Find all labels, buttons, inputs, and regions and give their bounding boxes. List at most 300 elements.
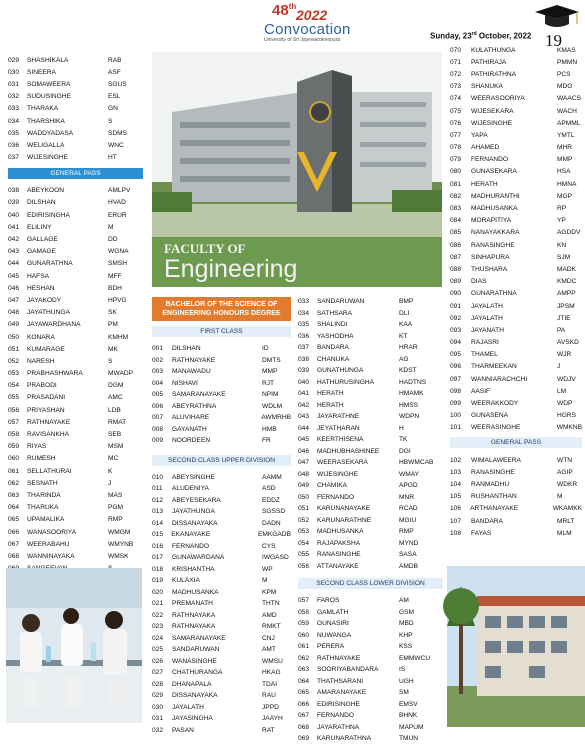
graduate-row — [152, 529, 291, 541]
graduate-surname: JAYARATHNE — [317, 413, 360, 421]
graduate-surname: WEERABAHU — [27, 540, 70, 548]
graduate-initials: AMT — [262, 646, 276, 654]
graduate-initials: HMSS — [399, 401, 419, 409]
university-name: University of Sri Jayewardenepura — [264, 37, 341, 43]
graduate-surname: HESHAN — [27, 284, 55, 292]
graduate-surname: KULATHUNGA — [471, 46, 516, 54]
graduate-initials: TK — [399, 436, 408, 444]
graduate-number: 088 — [450, 265, 462, 273]
graduate-number: 034 — [298, 309, 310, 317]
graduate-row — [8, 477, 143, 489]
graduate-initials: S — [108, 117, 113, 125]
graduate-initials: MYND — [399, 539, 419, 547]
graduate-initials: DD — [108, 236, 118, 244]
graduate-number: 065 — [8, 516, 20, 524]
graduate-number: 073 — [450, 83, 462, 91]
graduate-initials: AMD — [262, 611, 277, 619]
graduate-number: 066 — [8, 528, 20, 536]
graduate-surname: ALUVIHARE — [171, 414, 210, 422]
graduate-number: 056 — [298, 562, 310, 570]
graduate-row — [152, 667, 291, 679]
graduate-number: 038 — [8, 187, 20, 195]
graduate-row — [298, 733, 443, 745]
graduate-row — [450, 166, 582, 178]
graduate-row — [298, 446, 443, 458]
graduate-surname: RAJAPAKSHA — [317, 539, 361, 547]
graduate-number: 011 — [152, 485, 163, 493]
graduate-row — [298, 526, 443, 538]
graduate-number: 097 — [450, 375, 462, 383]
graduate-row — [298, 549, 443, 561]
graduate-initials: KPM — [262, 588, 277, 596]
graduate-row — [152, 366, 291, 378]
graduate-row — [8, 78, 143, 90]
graduate-surname: MADHUSANKA — [317, 528, 364, 536]
graduate-row — [450, 239, 582, 251]
convocation-year: 2022 — [296, 7, 328, 23]
graduate-surname: EKANAYAKE — [171, 531, 211, 539]
graduate-initials: WKAMKK — [552, 505, 582, 513]
graduate-surname: MADHURANTHI — [471, 192, 520, 200]
graduate-number: 003 — [152, 368, 164, 376]
graduate-number: 032 — [8, 93, 20, 101]
graduate-row — [298, 480, 443, 492]
graduate-surname: DILSHAN — [27, 199, 56, 207]
graduate-number: 076 — [450, 119, 462, 127]
graduate-number: 002 — [152, 356, 164, 364]
graduate-surname: RAJASRI — [471, 339, 499, 347]
graduate-number: 081 — [450, 180, 462, 188]
graduate-initials: HT — [108, 154, 117, 162]
graduate-surname: KULAXIA — [172, 577, 200, 585]
graduate-number: 045 — [298, 436, 310, 444]
campus-building-photo — [447, 566, 585, 727]
graduate-row — [450, 337, 582, 349]
graduate-row — [298, 687, 443, 699]
graduate-surname: THARUKA — [27, 504, 59, 512]
graduate-initials: NPIM — [262, 391, 279, 399]
engineering-building-photo — [152, 52, 442, 238]
graduate-row — [8, 282, 143, 294]
graduate-surname: SAMARANAYAKE — [172, 391, 226, 399]
graduate-initials: WMAY — [399, 470, 420, 478]
graduate-surname: FAROS — [317, 597, 340, 605]
graduate-surname: THAMEL — [471, 351, 498, 359]
graduate-initials: EMKGADB — [258, 531, 291, 539]
right-general-pass-heading: GENERAL PASS — [450, 437, 582, 448]
graduate-row — [450, 105, 582, 117]
graduate-number: 063 — [298, 666, 310, 674]
graduate-surname: WANNIARACHCHI — [471, 375, 528, 383]
graduate-number: 040 — [8, 211, 20, 219]
graduate-number: 101 — [450, 424, 462, 432]
graduate-surname: HERATH — [317, 401, 344, 409]
graduate-surname: THATHSARANI — [317, 677, 364, 685]
graduate-number: 021 — [152, 600, 164, 608]
graduate-row — [8, 319, 143, 331]
graduate-row — [8, 307, 143, 319]
graduate-row — [152, 389, 291, 401]
graduate-row — [298, 664, 443, 676]
graduate-initials: WP — [262, 565, 273, 573]
graduate-initials: AAMM — [262, 473, 282, 481]
graduate-number: 054 — [298, 539, 310, 547]
graduate-number: 050 — [298, 493, 310, 501]
graduate-row — [8, 127, 143, 139]
graduate-surname: WIJESINGHE — [27, 154, 69, 162]
graduate-number: 055 — [298, 551, 310, 559]
graduate-surname: WIJESINGHE — [317, 470, 359, 478]
graduate-initials: HSA — [557, 168, 571, 176]
graduate-surname: AHAMED — [471, 144, 500, 152]
graduate-surname: ALUDENIYA — [172, 485, 209, 493]
graduate-row — [450, 190, 582, 202]
graduate-surname: THUSHARA — [471, 265, 508, 273]
graduate-initials: M — [557, 493, 563, 501]
graduate-surname: JEYATHARAN — [317, 424, 360, 432]
graduate-number: 052 — [298, 516, 310, 524]
graduate-number: 028 — [152, 680, 164, 688]
graduate-initials: AM — [399, 597, 409, 605]
graduate-surname: YAPA — [471, 131, 488, 139]
graduate-surname: THARAKA — [27, 105, 59, 113]
graduate-surname: THARSHIKA — [27, 117, 65, 125]
graduate-number: 051 — [8, 345, 20, 353]
graduate-number: 082 — [450, 192, 462, 200]
graduate-number: 107 — [450, 517, 462, 525]
graduate-row — [298, 434, 443, 446]
graduate-number: 004 — [152, 379, 164, 387]
graduate-initials: TMUN — [399, 735, 419, 743]
graduate-initials: WDJV — [557, 375, 576, 383]
graduate-initials: SK — [108, 309, 117, 317]
graduate-number: 029 — [152, 692, 164, 700]
graduate-initials: KDST — [399, 367, 417, 375]
graduate-surname: DISSANAYAKA — [172, 519, 218, 527]
graduate-initials: WDP — [557, 400, 573, 408]
graduate-surname: ATTANAYAKE — [317, 562, 359, 570]
graduate-row — [298, 710, 443, 722]
graduate-number: 019 — [152, 577, 164, 585]
graduate-number: 064 — [8, 504, 20, 512]
graduate-row — [152, 564, 291, 576]
graduate-row — [8, 343, 143, 355]
graduate-number: 053 — [8, 370, 20, 378]
graduate-row — [450, 466, 582, 478]
graduate-initials: PM — [108, 321, 118, 329]
graduate-surname: RATHNAYAKE — [317, 654, 361, 662]
graduate-surname: FERNANDO — [317, 493, 354, 501]
graduate-row — [298, 423, 443, 435]
graduate-surname: THARINDA — [27, 491, 61, 499]
graduate-row — [298, 699, 443, 711]
graduate-surname: SINEERA — [27, 68, 56, 76]
graduate-number: 100 — [450, 412, 462, 420]
graduate-row — [298, 342, 443, 354]
graduate-surname: HATHURUSINGHA — [317, 378, 375, 386]
graduate-surname: KARUNANAYAKE — [317, 505, 371, 513]
graduate-row — [8, 152, 143, 164]
graduate-surname: JAYAWARDHANA — [27, 321, 81, 329]
graduate-row — [298, 331, 443, 343]
graduate-surname: RAVISANKHA — [27, 431, 70, 439]
graduate-surname: WEERASOORIYA — [471, 95, 525, 103]
graduate-row — [8, 441, 143, 453]
graduate-initials: J — [557, 363, 561, 371]
graduate-initials: WDKR — [557, 480, 578, 488]
graduate-row — [8, 453, 143, 465]
graduate-initials: AGDDV — [557, 229, 581, 237]
graduate-number: 090 — [450, 290, 462, 298]
graduate-number: 043 — [8, 248, 20, 256]
graduate-initials: SEB — [108, 431, 122, 439]
graduate-initials: HGRS — [557, 412, 577, 420]
graduate-number: 104 — [450, 480, 462, 488]
graduate-surname: MADHUSANKA — [172, 588, 219, 596]
graduate-surname: JAYARATHNA — [317, 723, 360, 731]
graduate-initials: AVSKD — [557, 339, 579, 347]
graduate-number: 052 — [8, 357, 20, 365]
graduate-row — [8, 54, 143, 66]
graduate-number: 039 — [298, 367, 310, 375]
graduate-initials: BMP — [399, 298, 414, 306]
graduate-number: 053 — [298, 528, 310, 536]
graduate-number: 042 — [8, 236, 20, 244]
graduate-surname: GUNARATHNA — [27, 260, 73, 268]
graduate-number: 066 — [298, 700, 310, 708]
graduate-surname: SAMARANAYAKE — [172, 634, 226, 642]
graduate-initials: RAT — [262, 726, 275, 734]
graduate-row — [298, 676, 443, 688]
graduate-surname: JAYANATH — [471, 326, 504, 334]
graduate-number: 058 — [298, 608, 310, 616]
graduate-row — [450, 478, 582, 490]
graduate-initials: HKAG — [262, 669, 281, 677]
graduate-initials: IWGASD — [262, 554, 289, 562]
right-name-column — [450, 44, 582, 539]
graduate-row — [152, 495, 291, 507]
graduate-initials: S — [108, 357, 113, 365]
graduate-surname: JAYATHUNGA — [27, 309, 70, 317]
graduate-number: 047 — [8, 296, 20, 304]
graduate-row — [450, 142, 582, 154]
graduate-row — [450, 202, 582, 214]
graduate-surname: SHANUKA — [471, 83, 503, 91]
graduate-number: 032 — [152, 726, 164, 734]
graduate-initials: RMKT — [262, 623, 281, 631]
graduate-row — [450, 117, 582, 129]
graduate-row — [450, 349, 582, 361]
graduate-surname: WANASINGHE — [172, 657, 217, 665]
graduate-row — [8, 428, 143, 440]
graduate-initials: WMYNB — [108, 540, 134, 548]
graduate-number: 037 — [8, 154, 20, 162]
graduate-number: 013 — [152, 508, 164, 516]
graduate-initials: ASF — [108, 68, 121, 76]
graduate-row — [8, 355, 143, 367]
graduate-surname: NARESH — [27, 357, 55, 365]
graduate-surname: SHASHIKALA — [27, 56, 69, 64]
graduate-initials: PCS — [557, 70, 571, 78]
graduate-initials: MMP — [557, 156, 573, 164]
graduate-surname: HERATH — [471, 180, 498, 188]
graduate-surname: CHANUKA — [317, 355, 350, 363]
graduate-number: 035 — [8, 129, 20, 137]
graduate-initials: AMPP — [557, 290, 576, 298]
graduate-surname: AMARANAYAKE — [317, 689, 367, 697]
graduate-initials: KMHM — [108, 333, 129, 341]
graduate-row — [8, 331, 143, 343]
graduate-number: 075 — [450, 107, 462, 115]
graduate-number: 061 — [298, 643, 310, 651]
graduate-number: 006 — [152, 402, 164, 410]
graduate-number: 030 — [8, 68, 20, 76]
graduate-surname: YASHODHA — [317, 332, 354, 340]
graduate-number: 091 — [450, 302, 462, 310]
graduate-surname: NANAYAKKARA — [471, 229, 520, 237]
graduate-initials: MSM — [108, 443, 124, 451]
graduate-initials: ESL — [108, 93, 121, 101]
graduate-row — [152, 587, 291, 599]
graduate-row — [8, 404, 143, 416]
graduate-row — [8, 270, 143, 282]
graduate-initials: WAACS — [557, 95, 581, 103]
graduate-number: 044 — [298, 424, 310, 432]
graduate-initials: WDPN — [399, 413, 420, 421]
graduate-surname: SOMAWEERA — [27, 80, 71, 88]
graduate-row — [298, 492, 443, 504]
graduate-initials: JPPD — [262, 703, 279, 711]
faculty-of-label: FACULTY OF — [164, 241, 246, 256]
graduate-initials: HVAD — [108, 199, 126, 207]
graduate-number: 012 — [152, 496, 164, 504]
graduate-surname: THARMEEKAN — [471, 363, 517, 371]
graduate-initials: IS — [399, 666, 406, 674]
graduate-surname: ABEYSINGHE — [172, 473, 215, 481]
graduate-surname: WEERASINGHE — [470, 424, 521, 432]
graduate-row — [8, 368, 143, 380]
graduate-surname: WADDYADASA — [27, 129, 74, 137]
graduate-number: 007 — [152, 414, 164, 422]
graduate-row — [8, 197, 143, 209]
graduate-number: 042 — [298, 401, 310, 409]
graduate-number: 023 — [152, 623, 164, 631]
graduate-initials: CNJ — [262, 634, 275, 642]
graduate-row — [450, 154, 582, 166]
graduate-initials: DADN — [262, 519, 281, 527]
graduate-row — [152, 483, 291, 495]
graduate-surname: GUNASIRI — [317, 620, 349, 628]
graduate-surname: KARUNARATHNE — [317, 516, 372, 524]
graduate-number: 062 — [298, 654, 310, 662]
graduate-initials: WACH — [557, 107, 577, 115]
graduate-surname: RUMESH — [27, 455, 56, 463]
graduate-surname: AASIF — [471, 387, 491, 395]
graduate-number: 015 — [152, 531, 164, 539]
graduate-surname: PREMANATH — [172, 600, 213, 608]
graduate-number: 048 — [8, 309, 20, 317]
graduate-initials: JTIE — [557, 314, 571, 322]
graduate-surname: PATHIRATHNA — [471, 70, 517, 78]
graduate-number: 086 — [450, 241, 462, 249]
left-name-column — [8, 54, 143, 575]
graduate-row — [8, 489, 143, 501]
graduate-number: 060 — [298, 631, 310, 639]
graduate-surname: GUNASENA — [471, 412, 509, 420]
graduate-row — [450, 129, 582, 141]
graduate-number: 044 — [8, 260, 20, 268]
graduate-number: 092 — [450, 314, 462, 322]
graduate-initials: HMNA — [557, 180, 577, 188]
graduate-row — [8, 233, 143, 245]
graduate-row — [8, 91, 143, 103]
graduate-surname: RANMADHU — [471, 480, 510, 488]
graduate-surname: DILSHAN — [172, 345, 201, 353]
graduate-number: 096 — [450, 363, 462, 371]
graduate-surname: KRISHANTHA — [172, 565, 215, 573]
graduate-number: 080 — [450, 168, 462, 176]
graduate-number: 038 — [298, 355, 310, 363]
graduate-surname: RATHNAYAKE — [27, 418, 71, 426]
graduate-surname: GALLAGE — [27, 236, 58, 244]
graduate-surname: FERNANDO — [471, 156, 508, 164]
graduate-initials: MAS — [108, 491, 123, 499]
graduate-surname: PATHIRAJA — [471, 58, 507, 66]
graduate-number: 059 — [8, 443, 20, 451]
graduate-initials: EMSV — [399, 700, 418, 708]
graduate-number: 083 — [450, 205, 462, 213]
graduate-row — [450, 397, 582, 409]
graduate-row — [8, 514, 143, 526]
graduate-initials: AGIP — [557, 468, 573, 476]
graduate-initials: SDMS — [108, 129, 128, 137]
graduate-number: 016 — [152, 542, 164, 550]
graduate-surname: EDIRISINGHE — [317, 700, 360, 708]
graduate-row — [298, 296, 443, 308]
graduate-initials: LM — [557, 387, 567, 395]
graduate-initials: ASD — [262, 485, 276, 493]
graduate-row — [298, 319, 443, 331]
graduate-surname: ABEYESEKARA — [172, 496, 221, 504]
graduate-row — [450, 324, 582, 336]
graduate-surname: HERATH — [317, 390, 344, 398]
graduate-row — [450, 503, 582, 515]
graduate-number: 010 — [152, 473, 164, 481]
graduate-surname: SATHSARA — [317, 309, 353, 317]
graduate-initials: SGSSD — [262, 508, 286, 516]
graduate-row — [450, 422, 582, 434]
graduate-row — [152, 506, 291, 518]
graduate-initials: AMLPV — [108, 187, 131, 195]
graduate-number: 008 — [152, 425, 164, 433]
graduate-row — [8, 185, 143, 197]
graduate-surname: CHATHURANGA — [172, 669, 223, 677]
graduate-row — [298, 400, 443, 412]
graduate-initials: MBD — [399, 620, 414, 628]
graduate-surname: SANDARUWAN — [172, 646, 220, 654]
graduate-row — [450, 227, 582, 239]
graduate-surname: UPAMALIKA — [27, 516, 65, 524]
graduate-initials: MMP — [262, 368, 278, 376]
graduate-initials: HBWMCAB — [399, 459, 434, 467]
graduate-initials: THTN — [262, 600, 280, 608]
graduate-initials: MNR — [399, 493, 415, 501]
graduate-row — [450, 361, 582, 373]
graduate-number: 005 — [152, 391, 164, 399]
graduate-surname: JAYALATH — [471, 314, 503, 322]
graduate-row — [8, 139, 143, 151]
graduate-number: 099 — [450, 400, 462, 408]
